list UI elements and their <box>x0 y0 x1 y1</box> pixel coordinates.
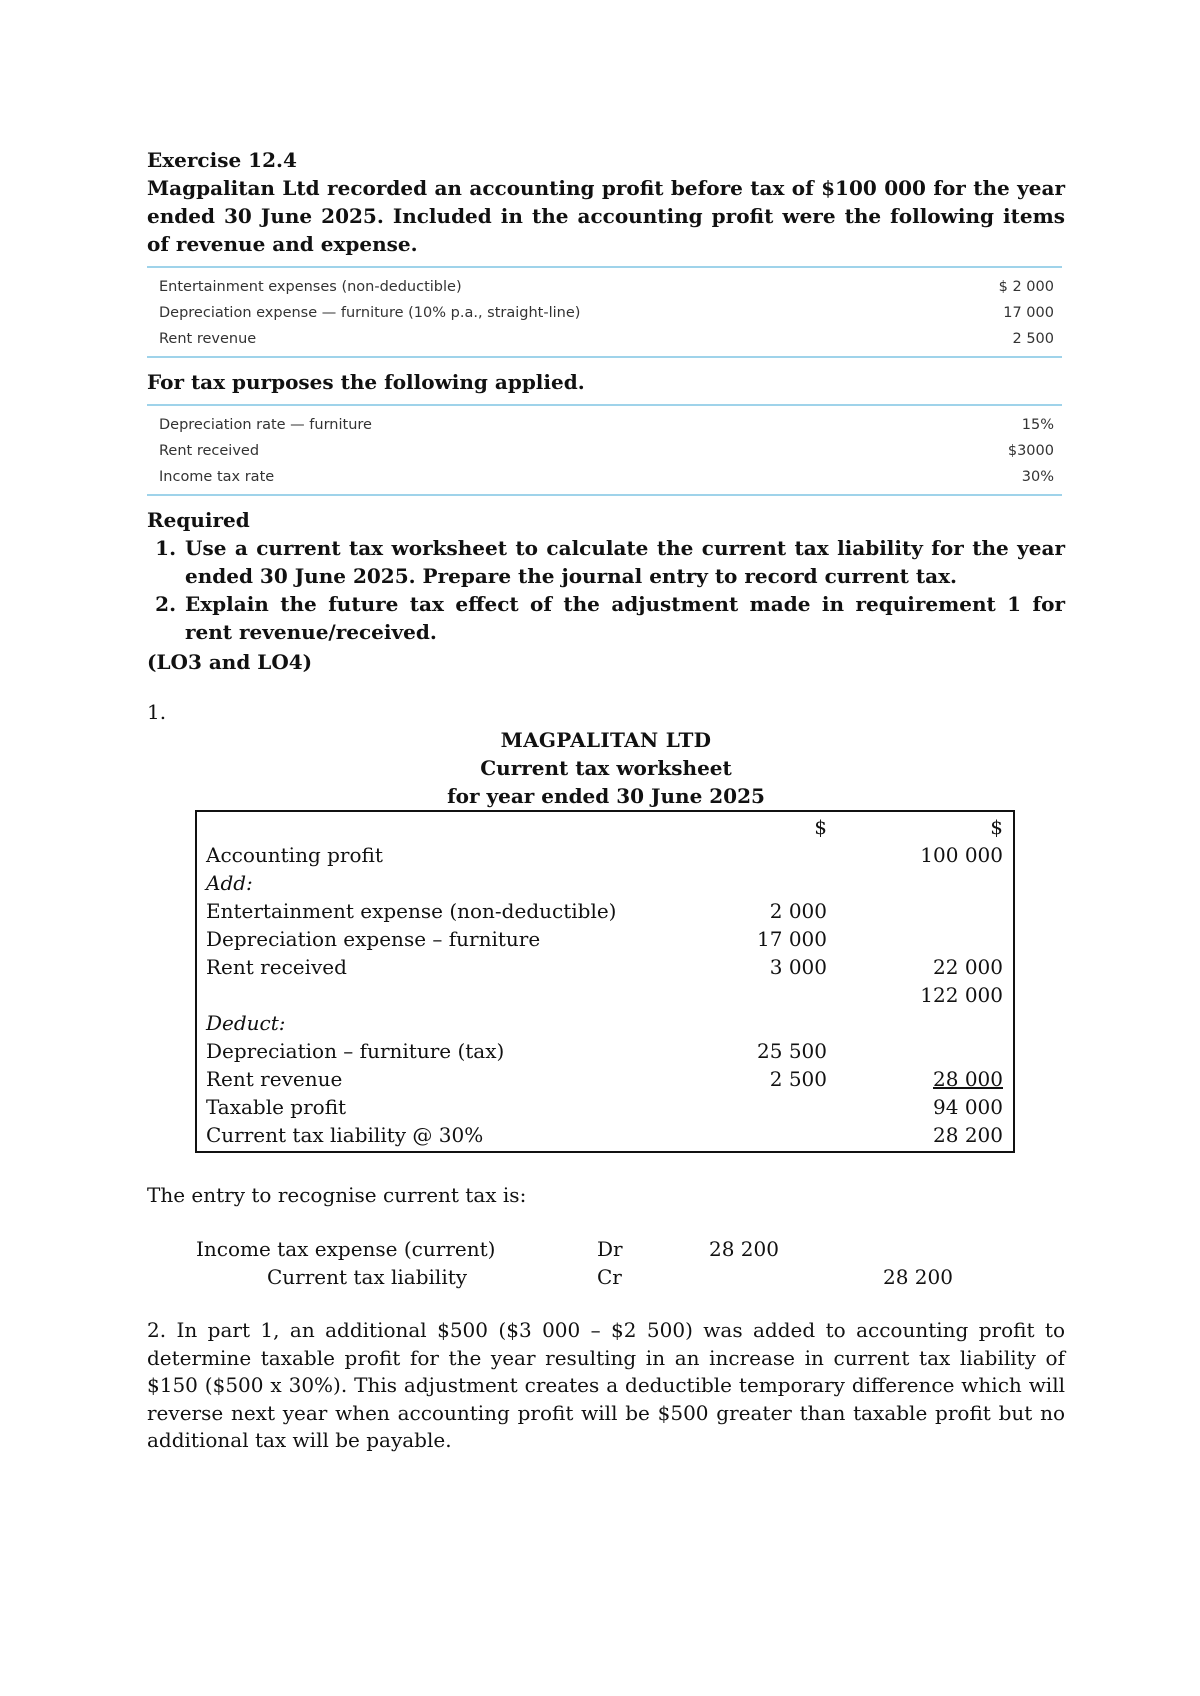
row-col2: 28 200 <box>933 1123 1003 1147</box>
journal-side: Cr <box>597 1265 622 1289</box>
item-value: $ 2 000 <box>998 279 1054 295</box>
items-table <box>147 266 1062 358</box>
tax-table <box>147 404 1062 496</box>
worksheet-name: Current tax worksheet <box>480 756 732 780</box>
deduct-label: Deduct: <box>206 1011 286 1035</box>
row-label: Rent revenue <box>206 1067 343 1091</box>
table-row <box>197 813 1013 841</box>
table-row <box>147 464 1062 490</box>
row-label: Rent received <box>206 955 347 979</box>
row-col1: 17 000 <box>757 927 827 951</box>
table-row <box>147 412 1062 438</box>
document-page <box>147 146 1065 1455</box>
table-row <box>197 1121 1013 1149</box>
journal-entry <box>147 1235 1065 1291</box>
table-row <box>197 1009 1013 1037</box>
journal-debit: 28 200 <box>709 1237 779 1261</box>
row-col2: 28 000 <box>933 1067 1003 1091</box>
row-col2: 94 000 <box>933 1095 1003 1119</box>
row-col1: 25 500 <box>757 1039 827 1063</box>
row-col1: 2 000 <box>769 899 827 923</box>
required-item-1: 1. Use a current tax worksheet to calculate the current tax liability for the year ended 30 June 2025. Prepare the journal entry to record current tax. <box>183 534 1065 590</box>
learning-outcomes: (LO3 and LO4) <box>147 650 313 674</box>
row-col1: 2 500 <box>769 1067 827 1091</box>
table-row <box>197 1093 1013 1121</box>
currency-col2: $ <box>990 815 1003 839</box>
journal-row <box>147 1235 1065 1263</box>
item-label: Rent revenue <box>159 331 257 347</box>
table-row <box>197 953 1013 981</box>
item-value: 17 000 <box>1003 305 1054 321</box>
entry-intro: The entry to recognise current tax is: <box>147 1183 527 1207</box>
row-label: Entertainment expense (non-deductible) <box>206 899 617 923</box>
exercise-title: Exercise 12.4 <box>147 148 297 172</box>
table-row <box>197 869 1013 897</box>
required-list <box>147 534 1065 646</box>
tax-value: 30% <box>1021 469 1054 485</box>
part2-answer: 2. In part 1, an additional $500 ($3 000 – $2 500) was added to accounting profit to determine taxable profit for the year resulting in an increase in current tax liability of $150 ($500 x 30%). This adjustment creates a deductible temporary difference which will reverse next year when accounting profit will be $500 greater than taxable profit but no additional tax will be payable. <box>147 1318 1065 1452</box>
row-label: Taxable profit <box>206 1095 347 1119</box>
item-label: Entertainment expenses (non-deductible) <box>159 279 462 295</box>
currency-col1: $ <box>814 815 827 839</box>
row-label: Current tax liability @ 30% <box>206 1123 484 1147</box>
journal-side: Dr <box>597 1237 623 1261</box>
item-value: 2 500 <box>1012 331 1054 347</box>
table-row <box>147 300 1062 326</box>
part1-label: 1. <box>147 700 167 724</box>
tax-label: Depreciation rate — furniture <box>159 417 372 433</box>
item-label: Depreciation expense — furniture (10% p.a., straight-line) <box>159 305 581 321</box>
exercise-intro: Magpalitan Ltd recorded an accounting profit before tax of $100 000 for the year ended 30 June 2025. Included in the accounting profit were the following items of revenue and expense. <box>147 176 1065 256</box>
table-row <box>197 841 1013 869</box>
row-col2: 100 000 <box>920 843 1003 867</box>
table-row <box>197 1065 1013 1093</box>
tax-value: $3000 <box>1007 443 1054 459</box>
table-row <box>197 925 1013 953</box>
journal-row <box>147 1263 1065 1291</box>
tax-heading: For tax purposes the following applied. <box>147 370 585 394</box>
row-label: Accounting profit <box>206 843 383 867</box>
journal-credit: 28 200 <box>883 1265 953 1289</box>
required-heading: Required <box>147 508 250 532</box>
required-item-2: 2. Explain the future tax effect of the adjustment made in requirement 1 for rent revenue/received. <box>183 590 1065 646</box>
tax-label: Rent received <box>159 443 260 459</box>
table-row <box>197 1037 1013 1065</box>
current-tax-worksheet <box>195 810 1015 1153</box>
table-row <box>197 981 1013 1009</box>
table-row <box>147 326 1062 352</box>
worksheet-company: MAGPALITAN LTD <box>500 728 712 752</box>
tax-label: Income tax rate <box>159 469 275 485</box>
row-label: Depreciation – furniture (tax) <box>206 1039 505 1063</box>
row-label: Depreciation expense – furniture <box>206 927 541 951</box>
worksheet-title <box>147 726 1065 810</box>
journal-account: Income tax expense (current) <box>196 1237 496 1261</box>
journal-account: Current tax liability <box>267 1265 468 1289</box>
table-row <box>197 897 1013 925</box>
add-label: Add: <box>206 871 253 895</box>
tax-value: 15% <box>1021 417 1054 433</box>
subtotal: 122 000 <box>920 983 1003 1007</box>
row-col1: 3 000 <box>769 955 827 979</box>
table-row <box>147 438 1062 464</box>
row-col2: 22 000 <box>933 955 1003 979</box>
worksheet-period: for year ended 30 June 2025 <box>447 784 765 808</box>
table-row <box>147 274 1062 300</box>
